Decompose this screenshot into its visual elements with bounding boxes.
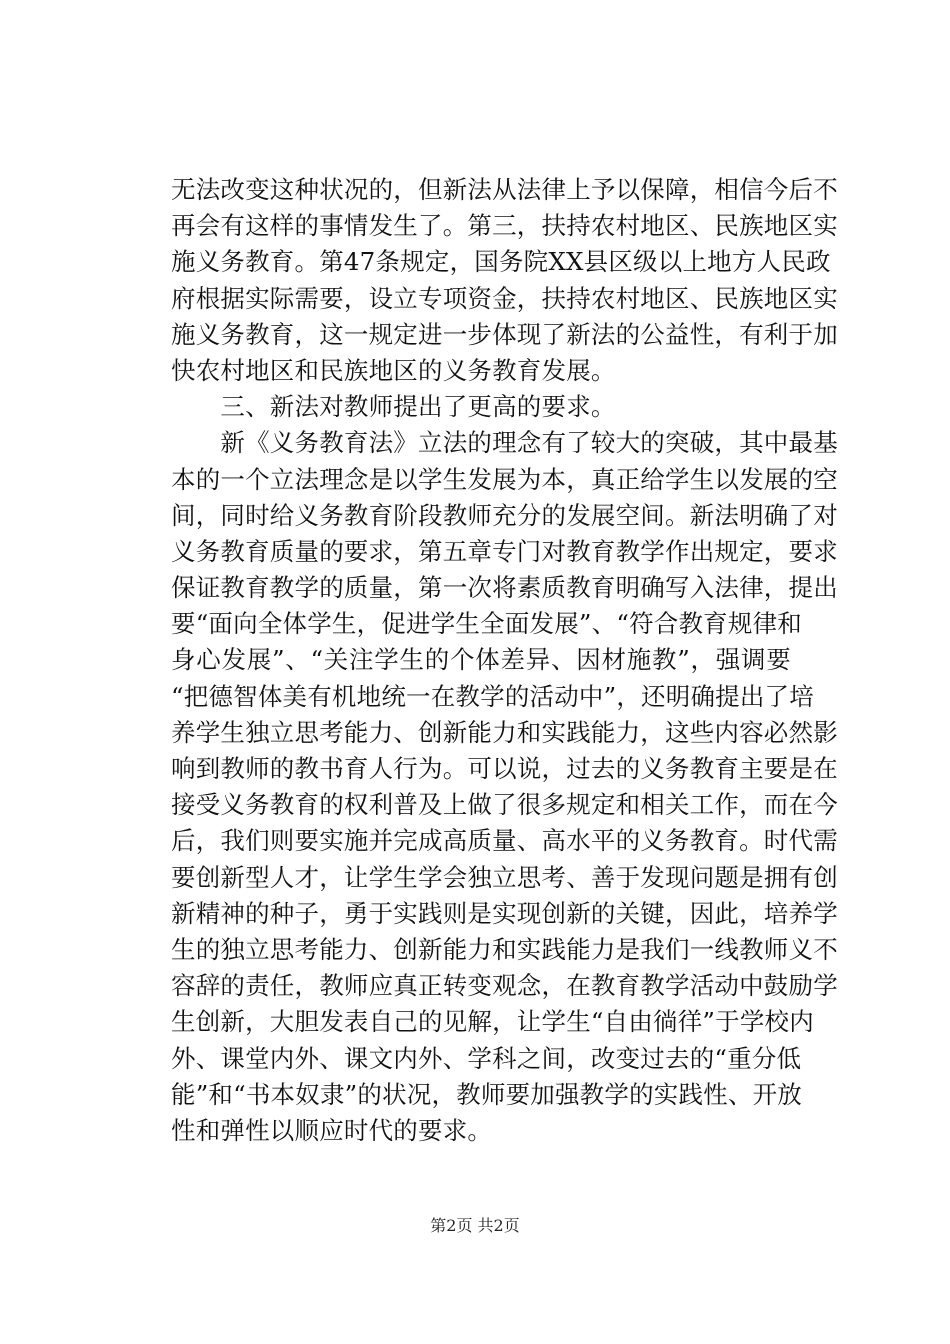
text-line: 保证教育教学的质量，第一次将素质教育明确写入法律，提出 (171, 573, 838, 603)
text-line: 养学生独立思考能力、创新能力和实践能力，这些内容必然影 (171, 717, 838, 747)
text-line: 响到教师的教书育人行为。可以说，过去的义务教育主要是在 (171, 754, 838, 783)
text-line: 府根据实际需要，设立专项资金，扶持农村地区、民族地区实 (171, 283, 838, 313)
text-line: 无法改变这种状况的，但新法从法律上予以保障，相信今后不 (171, 175, 838, 204)
text-line: 生的独立思考能力、创新能力和实践能力是我们一线教师义不 (171, 934, 838, 964)
text-line: 要创新型人才，让学生学会独立思考、善于发现问题是拥有创 (171, 862, 838, 892)
text-line: 要“面向全体学生，促进学生全面发展”、“符合教育规律和 (171, 609, 802, 639)
text-line: 生创新，大胆发表自己的见解，让学生“自由徜徉”于学校内 (171, 1007, 814, 1037)
text-line: 容辞的责任，教师应真正转变观念，在教育教学活动中鼓励学 (171, 971, 838, 1001)
text-line: 外、课堂内外、课文内外、学科之间，改变过去的“重分低 (171, 1043, 802, 1073)
text-line: 施义务教育。第47条规定，国务院XX县区级以上地方人民政 (171, 247, 831, 277)
text-line: “把德智体美有机地统一在教学的活动中”，还明确提出了培 (171, 681, 814, 711)
text-line: 本的一个立法理念是以学生发展为本，真正给学生以发展的空 (171, 464, 838, 494)
text-line: 快农村地区和民族地区的义务教育发展。 (171, 355, 616, 385)
text-line: 后，我们则要实施并完成高质量、高水平的义务教育。时代需 (171, 826, 838, 856)
page-number-footer: 第2页 共2页 (430, 1216, 520, 1235)
document-body (171, 172, 838, 1149)
text-line: 再会有这样的事情发生了。第三，扶持农村地区、民族地区实 (171, 211, 838, 241)
text-line: 接受义务教育的权利普及上做了很多规定和相关工作，而在今 (171, 790, 838, 820)
text-line: 能”和“书本奴隶”的状况，教师要加强教学的实践性、开放 (171, 1079, 802, 1109)
text-line: 性和弹性以顺应时代的要求。 (171, 1115, 493, 1145)
text-line: 义务教育质量的要求，第五章专门对教育教学作出规定，要求 (171, 536, 838, 566)
text-line: 间，同时给义务教育阶段教师充分的发展空间。新法明确了对 (171, 500, 838, 530)
text-line: 新《义务教育法》立法的理念有了较大的突破，其中最基 (171, 428, 838, 458)
text-line: 新精神的种子，勇于实践则是实现创新的关键，因此，培养学 (171, 898, 838, 928)
section-heading: 三、新法对教师提出了更高的要求。 (171, 392, 616, 422)
text-line: 身心发展”、“关注学生的个体差异、因材施教”，强调要 (171, 645, 791, 675)
text-line: 施义务教育，这一规定进一步体现了新法的公益性，有利于加 (171, 319, 838, 349)
